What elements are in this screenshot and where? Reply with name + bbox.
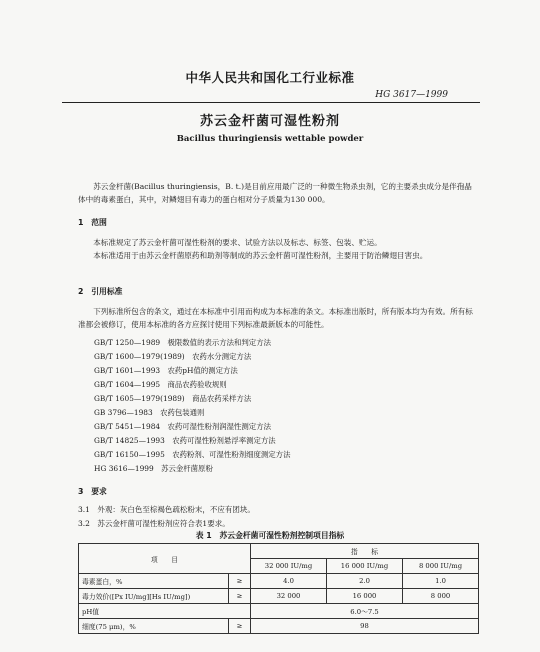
ref-item: GB/T 1601—1993 农药pH值的测定方法 xyxy=(94,366,238,375)
row-value: 2.0 xyxy=(327,574,403,589)
ref-item: GB/T 1250—1989 极限数值的表示方法和判定方法 xyxy=(94,338,271,347)
section-2-heading: 2 引用标准 xyxy=(78,287,123,296)
table-header-row xyxy=(79,544,479,559)
header-rule xyxy=(62,102,480,103)
item-header: 项 目 xyxy=(79,544,251,574)
table-row xyxy=(79,589,479,604)
requirement-3-2: 3.2 苏云金杆菌可湿性粉剂应符合表1要求。 xyxy=(78,519,230,528)
row-item: 毒力效价([Px IU/mg][Hs IU/mg]) xyxy=(79,589,229,604)
document-title-en: Bacillus thuringiensis wettable powder xyxy=(176,134,364,144)
standard-number: HG 3617—1999 xyxy=(375,90,448,100)
row-value: 4.0 xyxy=(251,574,327,589)
document-title: 苏云金杆菌可湿性粉剂 xyxy=(199,114,340,129)
ref-item: GB 3796—1983 农药包装通则 xyxy=(94,408,205,417)
ref-item: GB/T 16150—1995 农药粉剂、可湿性粉剂细度测定方法 xyxy=(94,450,291,459)
section-3-heading: 3 要求 xyxy=(78,487,107,496)
row-value-merged: 98 xyxy=(251,619,479,634)
intro-paragraph: 苏云金杆菌(Bacillus thuringiensis，B. t.)是目前应用最广泛的一种微生物杀虫剂，它的主要杀虫成分是伴孢晶体中的毒素蛋白，其中，对鳞翅目有毒力的蛋白相对分子质量为130 000。 xyxy=(78,182,472,204)
ref-item: GB/T 5451—1984 农药可湿性粉剂润湿性测定方法 xyxy=(94,422,271,431)
col-header: 8 000 IU/mg xyxy=(403,559,479,574)
requirement-3-1: 3.1 外观：灰白色至棕褐色疏松粉末，不应有团块。 xyxy=(78,505,255,514)
table-caption: 表 1 苏云金杆菌可湿性粉剂控制项目指标 xyxy=(195,531,345,540)
ref-item: GB/T 1600—1979(1989) 农药水分测定方法 xyxy=(94,352,252,361)
row-value-merged: 6.0～7.5 xyxy=(251,604,479,619)
ref-item: GB/T 14825—1993 农药可湿性粉剂悬浮率测定方法 xyxy=(94,436,276,445)
row-value: 16 000 xyxy=(327,589,403,604)
row-value: 8 000 xyxy=(403,589,479,604)
section-2-para-1: 下列标准所包含的条文，通过在本标准中引用而构成为本标准的条文。本标准出版时，所有版本均为有效。所有标准都会被修订，使用本标准的各方应探讨使用下列标准最新版本的可能性。 xyxy=(78,307,473,329)
table-row xyxy=(79,574,479,589)
col-header: 16 000 IU/mg xyxy=(327,559,403,574)
row-item: pH值 xyxy=(79,604,251,619)
ref-item: GB/T 1605—1979(1989) 商品农药采样方法 xyxy=(94,394,252,403)
ref-item: GB/T 1604—1995 商品农药验收规则 xyxy=(94,380,227,389)
col-header: 32 000 IU/mg xyxy=(251,559,327,574)
row-item: 毒素蛋白，% xyxy=(79,574,229,589)
section-1-heading: 1 范围 xyxy=(78,218,107,227)
table-row xyxy=(79,604,479,619)
org-title: 中华人民共和国化工行业标准 xyxy=(185,70,355,85)
index-header: 指 标 xyxy=(251,544,479,559)
spec-table xyxy=(78,543,479,634)
ref-item: HG 3616—1999 苏云金杆菌原粉 xyxy=(94,464,213,473)
section-1-para-2: 本标准适用于由苏云金杆菌原药和助剂等制成的苏云金杆菌可湿性粉剂，主要用于防治鳞翅目害虫。 xyxy=(93,251,428,260)
row-value: 1.0 xyxy=(403,574,479,589)
row-operator: ≥ xyxy=(229,589,251,604)
table-row xyxy=(79,619,479,634)
row-operator: ≥ xyxy=(229,574,251,589)
row-operator: ≥ xyxy=(229,619,251,634)
section-1-para-1: 本标准规定了苏云金杆菌可湿性粉剂的要求、试验方法以及标志、标签、包装、贮运。 xyxy=(93,238,382,247)
row-item: 细度(75 μm)，% xyxy=(79,619,229,634)
row-value: 32 000 xyxy=(251,589,327,604)
